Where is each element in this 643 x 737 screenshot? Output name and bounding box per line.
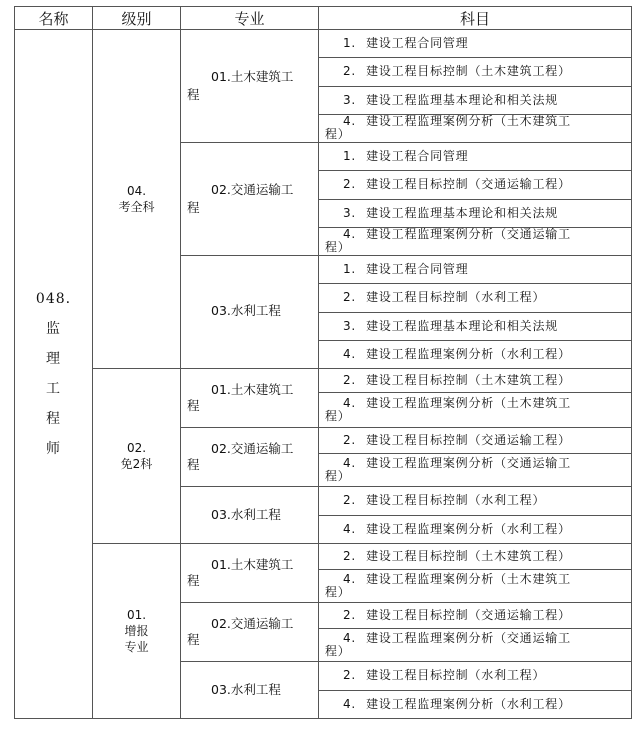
specialty-label: 02.交通运输工 <box>211 441 294 456</box>
subject-cell: 2. 建设工程目标控制（土木建筑工程） <box>319 369 632 393</box>
specialty-label-tail: 程 <box>187 573 200 588</box>
specialty-label: 03.水利工程 <box>211 682 281 697</box>
qualification-char: 师 <box>46 441 61 457</box>
subject-cell: 4. 建设工程监理案例分析（交通运输工 程） <box>319 629 632 662</box>
subject-cell: 2. 建设工程目标控制（水利工程） <box>319 662 632 691</box>
specialty-label-tail: 程 <box>187 632 200 647</box>
specialty-label: 01.土木建筑工 <box>211 382 294 397</box>
subject-cell: 4. 建设工程监理案例分析（交通运输工 程） <box>319 227 632 255</box>
subject-cell: 2. 建设工程目标控制（交通运输工程） <box>319 171 632 199</box>
specialty-label: 01.土木建筑工 <box>211 557 294 572</box>
subject-cell: 4. 建设工程监理案例分析（土木建筑工 程） <box>319 570 632 603</box>
header-subject: 科目 <box>319 7 632 30</box>
qualification-char: 监 <box>46 321 61 337</box>
subject-cell: 1. 建设工程合同管理 <box>319 256 632 284</box>
level-cell-add-specialty <box>93 544 181 719</box>
qualification-char: 工 <box>46 381 61 397</box>
qualification-char: 理 <box>46 351 61 367</box>
specialty-water-cell <box>181 487 319 544</box>
specialty-label-tail: 程 <box>187 398 200 413</box>
level-label-line2: 专业 <box>124 640 149 654</box>
specialty-civil-cell <box>181 369 319 428</box>
specialty-water-cell <box>181 256 319 369</box>
specialty-label-tail: 程 <box>187 200 200 215</box>
specialty-transport-cell <box>181 603 319 662</box>
header-name: 名称 <box>15 7 93 30</box>
specialty-label: 01.土木建筑工 <box>211 69 294 84</box>
subject-cell: 4. 建设工程监理案例分析（土木建筑工 程） <box>319 393 632 428</box>
specialty-label: 03.水利工程 <box>211 507 281 522</box>
specialty-label-tail: 程 <box>187 457 200 472</box>
level-cell-exempt <box>93 369 181 544</box>
subject-cell: 2. 建设工程目标控制（水利工程） <box>319 487 632 516</box>
level-label: 考全科 <box>118 200 155 214</box>
header-specialty: 专业 <box>181 7 319 30</box>
level-code: 04. <box>126 184 147 198</box>
subject-cell: 1. 建设工程合同管理 <box>319 30 632 58</box>
subject-cell: 2. 建设工程目标控制（交通运输工程） <box>319 603 632 629</box>
subject-cell: 3. 建设工程监理基本理论和相关法规 <box>319 86 632 114</box>
specialty-label: 02.交通运输工 <box>211 182 294 197</box>
subject-cell: 2. 建设工程目标控制（土木建筑工程） <box>319 544 632 570</box>
specialty-civil-cell <box>181 30 319 143</box>
header-level: 级别 <box>93 7 181 30</box>
specialty-transport-cell <box>181 143 319 256</box>
subject-cell: 4. 建设工程监理案例分析（土木建筑工 程） <box>319 114 632 142</box>
level-label: 增报 <box>124 624 149 638</box>
level-label: 免2科 <box>120 457 153 471</box>
header-row <box>15 7 632 30</box>
subject-cell: 2. 建设工程目标控制（交通运输工程） <box>319 428 632 454</box>
qualification-name-cell <box>15 30 93 719</box>
specialty-label: 02.交通运输工 <box>211 616 294 631</box>
specialty-label-tail: 程 <box>187 87 200 102</box>
qualification-code: 048. <box>35 291 72 307</box>
subject-cell: 3. 建设工程监理基本理论和相关法规 <box>319 199 632 227</box>
subject-cell: 4. 建设工程监理案例分析（水利工程） <box>319 690 632 719</box>
subject-cell: 2. 建设工程目标控制（水利工程） <box>319 284 632 312</box>
subject-cell: 4. 建设工程监理案例分析（水利工程） <box>319 340 632 368</box>
level-cell-full <box>93 30 181 369</box>
subject-cell: 4. 建设工程监理案例分析（交通运输工 程） <box>319 454 632 487</box>
subject-cell: 3. 建设工程监理基本理论和相关法规 <box>319 312 632 340</box>
level-code: 01. <box>126 608 147 622</box>
subject-cell: 4. 建设工程监理案例分析（水利工程） <box>319 515 632 544</box>
subject-cell: 1. 建设工程合同管理 <box>319 143 632 171</box>
level-code: 02. <box>126 441 147 455</box>
specialty-transport-cell <box>181 428 319 487</box>
qualification-char: 程 <box>46 411 61 427</box>
subject-cell: 2. 建设工程目标控制（土木建筑工程） <box>319 58 632 86</box>
specialty-civil-cell <box>181 544 319 603</box>
specialty-water-cell <box>181 662 319 719</box>
specialty-label: 03.水利工程 <box>211 303 281 318</box>
exam-subjects-table <box>14 6 632 719</box>
